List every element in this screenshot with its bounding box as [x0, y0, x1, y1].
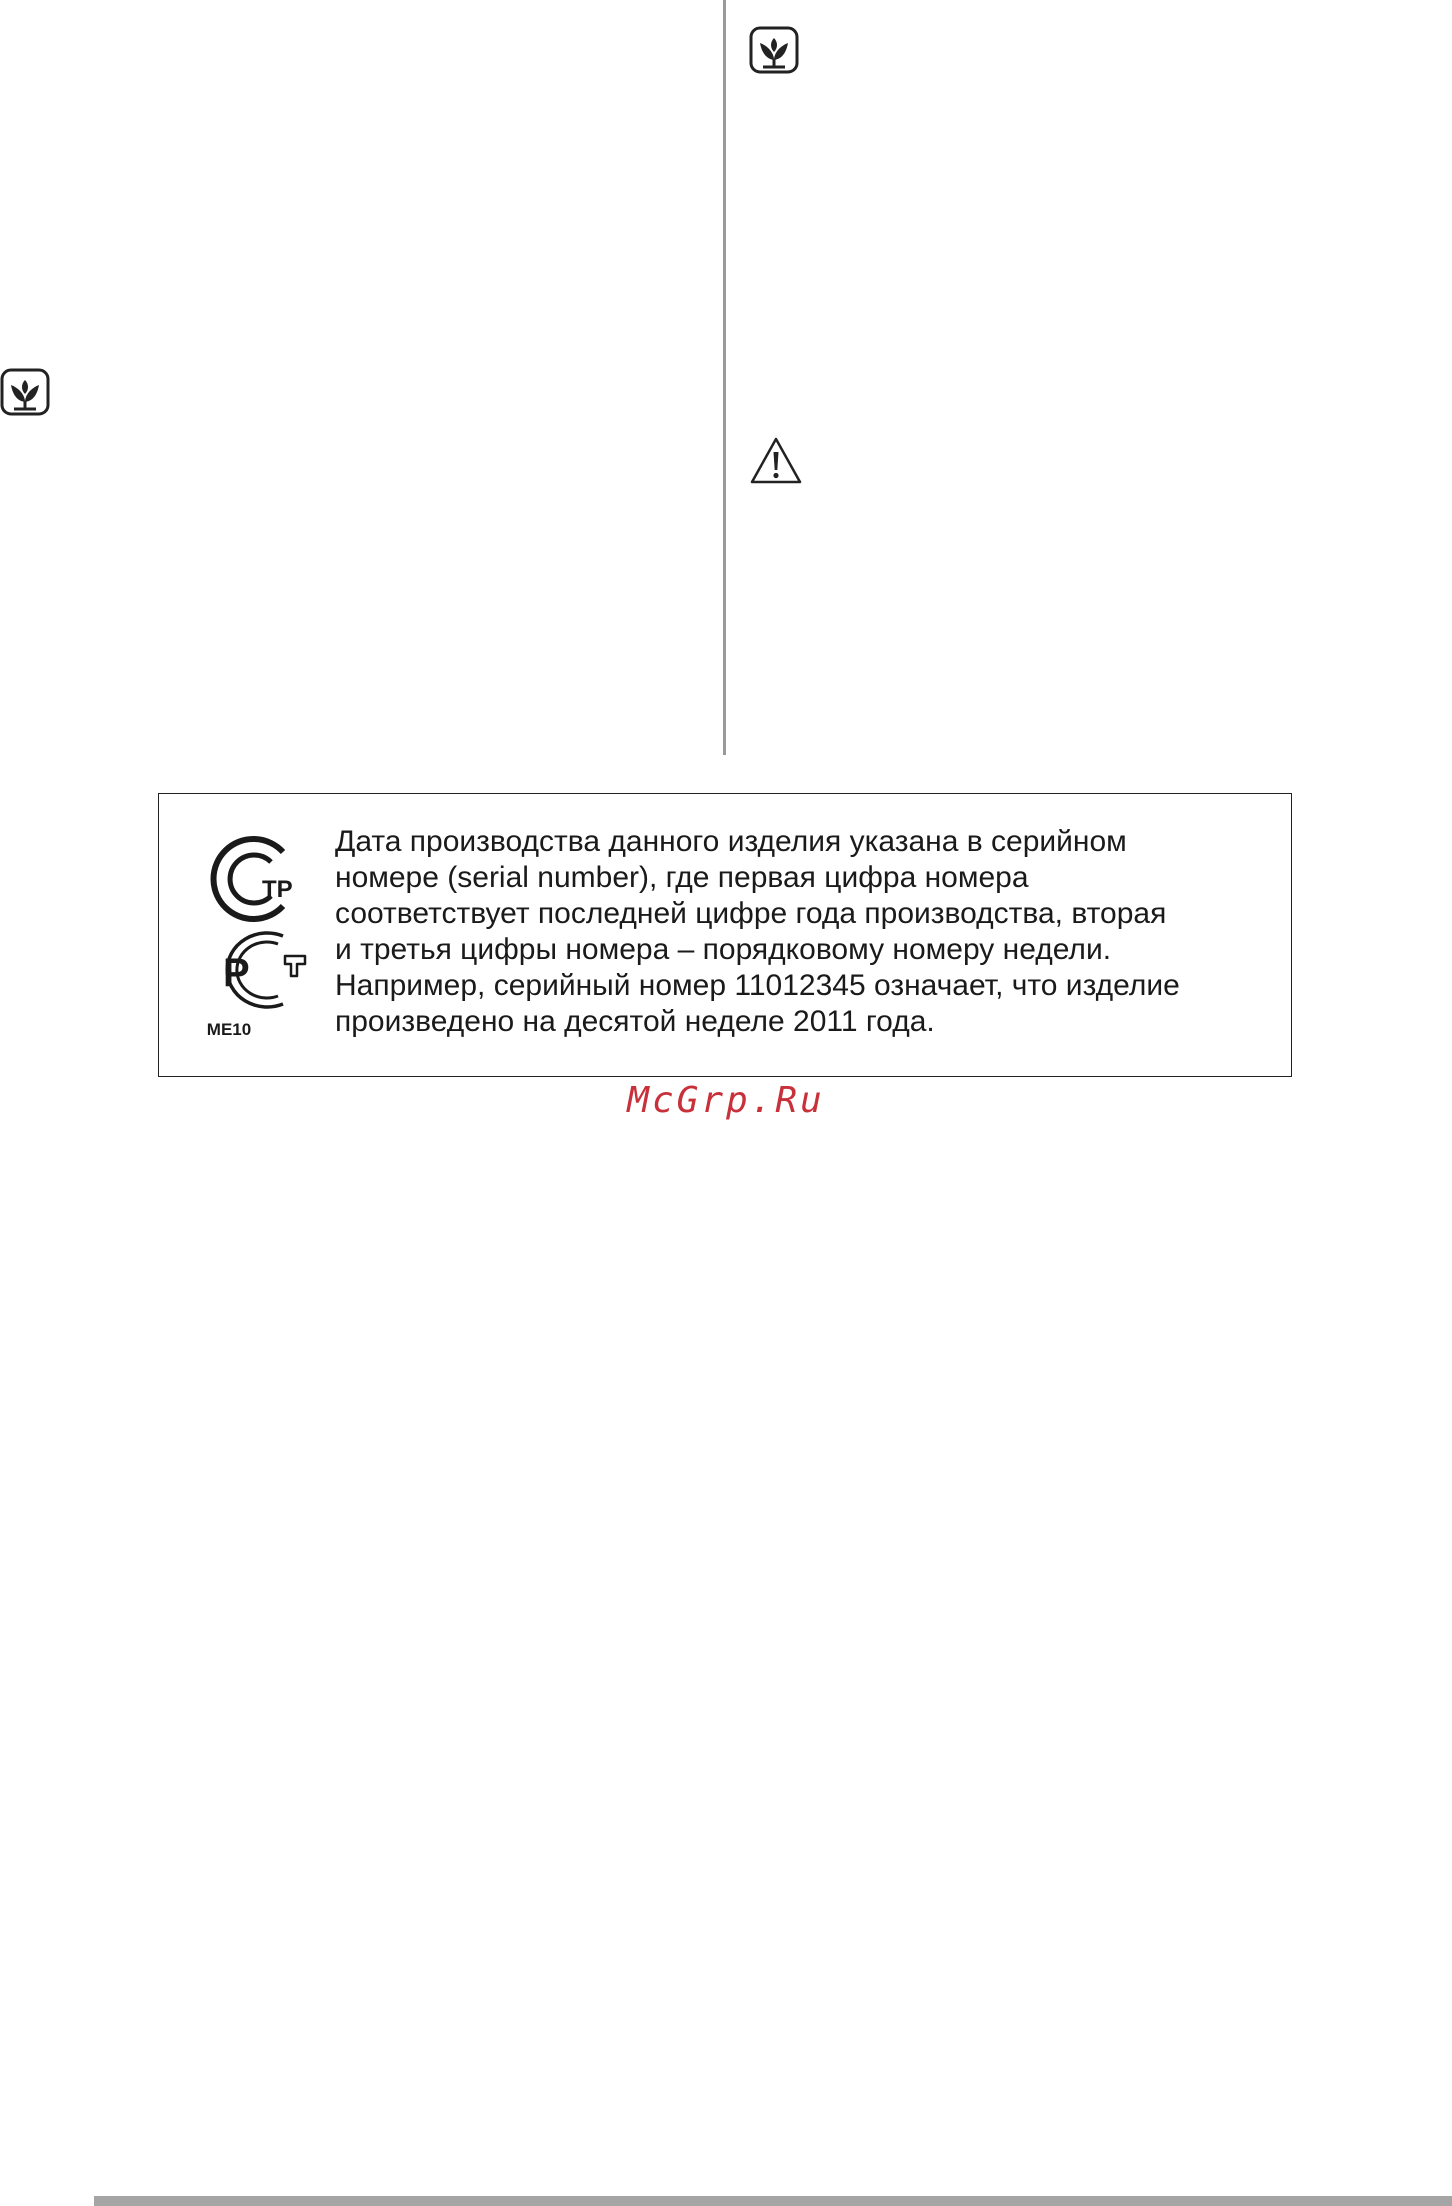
certification-code: МЕ10 [206, 1020, 252, 1039]
certification-info-box [158, 793, 1292, 1077]
warning-triangle-icon [749, 436, 803, 486]
note-line: соответствует последней цифре года производства, вторая [335, 897, 1167, 930]
watermark-text: McGrp.Ru [627, 1080, 825, 1121]
pct-logo-icon [223, 933, 305, 1007]
note-line: и третья цифры номера – порядковому номеру недели. [335, 933, 1112, 966]
svg-text:Р: Р [223, 951, 250, 995]
note-line: номере (serial number), где первая цифра номера [335, 861, 1029, 894]
svg-text:ТР: ТР [262, 876, 293, 903]
footer-bar [94, 2196, 1452, 2206]
environment-icon [0, 368, 50, 416]
note-line: произведено на десятой неделе 2011 года. [335, 1005, 935, 1038]
column-divider [723, 0, 726, 755]
note-line: Дата производства данного изделия указана в серийном [335, 825, 1127, 858]
certification-logos [203, 830, 313, 1040]
note-line: Например, серийный номер 11012345 означает, что изделие [335, 969, 1180, 1002]
production-date-note [335, 824, 1265, 1040]
environment-icon [749, 26, 799, 74]
gost-tr-logo-icon [213, 839, 292, 919]
